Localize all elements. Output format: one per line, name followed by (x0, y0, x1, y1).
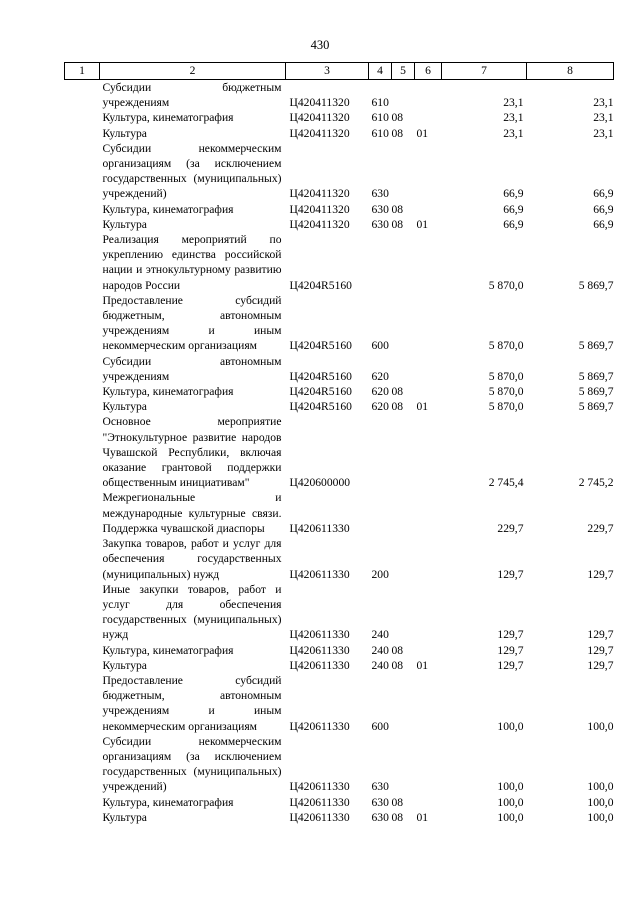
target-code-cell: Ц420411320 (289, 187, 350, 201)
section-cell: 08 (391, 400, 404, 414)
target-code-cell: Ц420411320 (289, 202, 350, 216)
subsection-cell (415, 141, 442, 202)
row-number-cell (65, 293, 100, 354)
executed-amount-cell: 66,9 (593, 187, 614, 201)
header-col-1: 1 (65, 63, 100, 80)
planned-amount-cell: 229,7 (497, 521, 524, 535)
executed-amount-cell: 129,7 (587, 567, 614, 581)
item-name-cell: Предоставление субсидий бюджетным, автономным учреждениям и иным некоммерческим организациям (102, 673, 282, 733)
planned-amount-cell: 5 870,0 (488, 385, 524, 399)
executed-amount-cell: 100,0 (587, 810, 614, 824)
section-cell (392, 80, 415, 111)
executed-amount-cell: 5 869,7 (578, 339, 614, 353)
expense-type-cell: 630 (371, 780, 389, 794)
item-name-cell: Культура, кинематография (102, 795, 234, 809)
section-cell (392, 734, 415, 795)
planned-amount-cell: 5 870,0 (488, 339, 524, 353)
section-cell (392, 414, 415, 490)
table-row (65, 399, 614, 414)
section-cell (392, 490, 415, 536)
planned-amount-cell: 129,7 (497, 628, 524, 642)
item-name-cell: Межрегиональные и международные культурные связи. Поддержка чувашской диаспоры (102, 491, 282, 535)
row-number-cell (65, 582, 100, 643)
item-name-cell: Культура (102, 217, 147, 231)
subsection-cell: 01 (416, 400, 429, 414)
planned-amount-cell: 66,9 (503, 202, 524, 216)
target-code-cell: Ц420611330 (289, 567, 350, 581)
item-name-cell: Культура (102, 658, 147, 672)
row-number-cell (65, 126, 100, 141)
table-row (65, 110, 614, 125)
table-row (65, 582, 614, 643)
table-row (65, 734, 614, 795)
executed-amount-cell: 100,0 (587, 719, 614, 733)
header-col-7: 7 (442, 63, 527, 80)
subsection-cell (415, 202, 442, 217)
expense-type-cell: 240 (371, 643, 389, 657)
executed-amount-cell: 66,9 (593, 202, 614, 216)
header-col-4: 4 (369, 63, 392, 80)
header-row (65, 63, 614, 80)
row-number-cell (65, 354, 100, 384)
table-row (65, 232, 614, 293)
item-name-cell: Культура, кинематография (102, 643, 234, 657)
subsection-cell (415, 110, 442, 125)
planned-amount-cell: 5 870,0 (488, 278, 524, 292)
row-number-cell (65, 384, 100, 399)
subsection-cell (415, 354, 442, 384)
planned-amount-cell: 129,7 (497, 643, 524, 657)
planned-amount-cell: 5 870,0 (488, 369, 524, 383)
table-row (65, 293, 614, 354)
executed-amount-cell: 229,7 (587, 521, 614, 535)
executed-amount-cell: 5 869,7 (578, 400, 614, 414)
executed-amount-cell: 129,7 (587, 628, 614, 642)
header-col-3: 3 (286, 63, 369, 80)
expense-type-cell: 620 (371, 400, 389, 414)
item-name-cell: Основное мероприятие "Этнокультурное развитие народов Чувашской Республики, включая оказание грантовой поддержки общественным инициативам" (102, 415, 282, 490)
row-number-cell (65, 202, 100, 217)
table-row (65, 658, 614, 673)
expense-type-cell: 240 (371, 658, 389, 672)
expense-type-cell: 200 (371, 567, 389, 581)
expense-type-cell: 630 (371, 217, 389, 231)
item-name-cell: Субсидии некоммерческим организациям (за исключением государственных (муниципальных) учреждений) (102, 734, 282, 794)
subsection-cell: 01 (416, 658, 429, 672)
executed-amount-cell: 2 745,2 (578, 476, 614, 490)
table-row (65, 490, 614, 536)
table-row (65, 673, 614, 734)
target-code-cell: Ц420611330 (289, 719, 350, 733)
expense-type-cell: 610 (371, 126, 389, 140)
executed-amount-cell: 5 869,7 (578, 278, 614, 292)
item-name-cell: Культура (102, 400, 147, 414)
executed-amount-cell: 100,0 (587, 795, 614, 809)
row-number-cell (65, 414, 100, 490)
expense-type-cell: 600 (371, 339, 389, 353)
table-row (65, 202, 614, 217)
expense-type-cell: 630 (371, 202, 389, 216)
expense-type-cell: 630 (371, 810, 389, 824)
section-cell: 08 (391, 810, 404, 824)
expense-type-cell: 620 (371, 369, 389, 383)
expense-type-cell: 610 (371, 111, 389, 125)
row-number-cell (65, 734, 100, 795)
subsection-cell (415, 673, 442, 734)
table-row (65, 810, 614, 825)
header-col-2: 2 (100, 63, 286, 80)
table-row (65, 643, 614, 658)
item-name-cell: Субсидии автономным учреждениям (102, 354, 282, 383)
planned-amount-cell: 23,1 (503, 111, 524, 125)
page-number: 430 (310, 38, 330, 52)
row-number-cell (65, 110, 100, 125)
item-name-cell: Культура (102, 810, 147, 824)
planned-amount-cell: 5 870,0 (488, 400, 524, 414)
target-code-cell: Ц420611330 (289, 795, 350, 809)
row-number-cell (65, 217, 100, 232)
subsection-cell (415, 795, 442, 810)
executed-amount-cell: 23,1 (593, 96, 614, 110)
header-col-8: 8 (527, 63, 614, 80)
planned-amount-cell: 66,9 (503, 217, 524, 231)
budget-table (64, 62, 614, 825)
section-cell (392, 354, 415, 384)
section-cell: 08 (391, 111, 404, 125)
target-code-cell: Ц420611330 (289, 780, 350, 794)
item-name-cell: Закупка товаров, работ и услуг для обеспечения государственных (муниципальных) нужд (102, 537, 282, 581)
subsection-cell: 01 (416, 217, 429, 231)
subsection-cell: 01 (416, 810, 429, 824)
subsection-cell (415, 232, 442, 293)
expense-type-cell: 600 (371, 719, 389, 733)
planned-amount-cell: 129,7 (497, 567, 524, 581)
table-body (65, 80, 614, 825)
planned-amount-cell: 66,9 (503, 187, 524, 201)
planned-amount-cell: 100,0 (497, 795, 524, 809)
item-name-cell: Субсидии бюджетным учреждениям (102, 81, 282, 110)
executed-amount-cell: 66,9 (593, 217, 614, 231)
row-number-cell (65, 490, 100, 536)
row-number-cell (65, 232, 100, 293)
row-number-cell (65, 536, 100, 582)
table-header (65, 63, 614, 80)
target-code-cell: Ц420611330 (289, 643, 350, 657)
target-code-cell: Ц420611330 (289, 628, 350, 642)
target-code-cell: Ц4204R5160 (289, 385, 352, 399)
subsection-cell (415, 414, 442, 490)
expense-type-cell: 610 (371, 96, 389, 110)
target-code-cell: Ц4204R5160 (289, 400, 352, 414)
executed-amount-cell: 5 869,7 (578, 385, 614, 399)
subsection-cell (415, 643, 442, 658)
section-cell (392, 293, 415, 354)
expense-type-cell: 630 (371, 187, 389, 201)
section-cell: 08 (391, 202, 404, 216)
expense-type-cell: 630 (371, 795, 389, 809)
section-cell: 08 (391, 385, 404, 399)
expense-type-cell (369, 490, 392, 536)
section-cell: 08 (391, 795, 404, 809)
subsection-cell (415, 490, 442, 536)
item-name-cell: Культура, кинематография (102, 202, 234, 216)
row-number-cell (65, 673, 100, 734)
row-number-cell (65, 80, 100, 111)
item-name-cell: Реализация мероприятий по укреплению единства российской нации и этнокультурному развитию народов России (102, 233, 282, 292)
section-cell (392, 232, 415, 293)
target-code-cell: Ц420611330 (289, 810, 350, 824)
header-col-5: 5 (392, 63, 415, 80)
item-name-cell: Культура, кинематография (102, 385, 234, 399)
section-cell (392, 582, 415, 643)
target-code-cell: Ц420411320 (289, 96, 350, 110)
executed-amount-cell: 23,1 (593, 126, 614, 140)
target-code-cell: Ц4204R5160 (289, 369, 352, 383)
item-name-cell: Субсидии некоммерческим организациям (за исключением государственных (муниципальных) учреждений) (102, 141, 282, 201)
executed-amount-cell: 5 869,7 (578, 369, 614, 383)
table-row (65, 126, 614, 141)
target-code-cell: Ц4204R5160 (289, 278, 352, 292)
subsection-cell (415, 80, 442, 111)
section-cell: 08 (391, 658, 404, 672)
table-row (65, 536, 614, 582)
row-number-cell (65, 643, 100, 658)
section-cell: 08 (391, 126, 404, 140)
subsection-cell (415, 582, 442, 643)
target-code-cell: Ц420611330 (289, 658, 350, 672)
expense-type-cell: 620 (371, 385, 389, 399)
row-number-cell (65, 810, 100, 825)
subsection-cell (415, 536, 442, 582)
header-col-6: 6 (415, 63, 442, 80)
planned-amount-cell: 2 745,4 (488, 476, 524, 490)
expense-type-cell: 240 (371, 628, 389, 642)
target-code-cell: Ц420611330 (289, 521, 350, 535)
item-name-cell: Иные закупки товаров, работ и услуг для обеспечения государственных (муниципальных) нужд (102, 582, 282, 642)
subsection-cell (415, 293, 442, 354)
executed-amount-cell: 100,0 (587, 780, 614, 794)
table-row (65, 354, 614, 384)
table-row (65, 141, 614, 202)
item-name-cell: Предоставление субсидий бюджетным, автономным учреждениям и иным некоммерческим организациям (102, 293, 282, 353)
subsection-cell (415, 734, 442, 795)
row-number-cell (65, 795, 100, 810)
item-name-cell: Культура (102, 126, 147, 140)
section-cell (392, 141, 415, 202)
target-code-cell: Ц4204R5160 (289, 339, 352, 353)
section-cell (392, 673, 415, 734)
planned-amount-cell: 23,1 (503, 126, 524, 140)
planned-amount-cell: 129,7 (497, 658, 524, 672)
expense-type-cell (369, 414, 392, 490)
table-row (65, 414, 614, 490)
row-number-cell (65, 399, 100, 414)
planned-amount-cell: 100,0 (497, 780, 524, 794)
subsection-cell: 01 (416, 126, 429, 140)
planned-amount-cell: 23,1 (503, 96, 524, 110)
target-code-cell: Ц420411320 (289, 126, 350, 140)
target-code-cell: Ц420600000 (289, 476, 351, 490)
table-row (65, 217, 614, 232)
target-code-cell: Ц420411320 (289, 217, 350, 231)
row-number-cell (65, 141, 100, 202)
table-row (65, 80, 614, 111)
table-row (65, 384, 614, 399)
section-cell (392, 536, 415, 582)
planned-amount-cell: 100,0 (497, 810, 524, 824)
section-cell: 08 (391, 643, 404, 657)
section-cell: 08 (391, 217, 404, 231)
target-code-cell: Ц420411320 (289, 111, 350, 125)
executed-amount-cell: 129,7 (587, 658, 614, 672)
subsection-cell (415, 384, 442, 399)
item-name-cell: Культура, кинематография (102, 111, 234, 125)
planned-amount-cell: 100,0 (497, 719, 524, 733)
executed-amount-cell: 129,7 (587, 643, 614, 657)
expense-type-cell (369, 232, 392, 293)
executed-amount-cell: 23,1 (593, 111, 614, 125)
table-row (65, 795, 614, 810)
row-number-cell (65, 658, 100, 673)
